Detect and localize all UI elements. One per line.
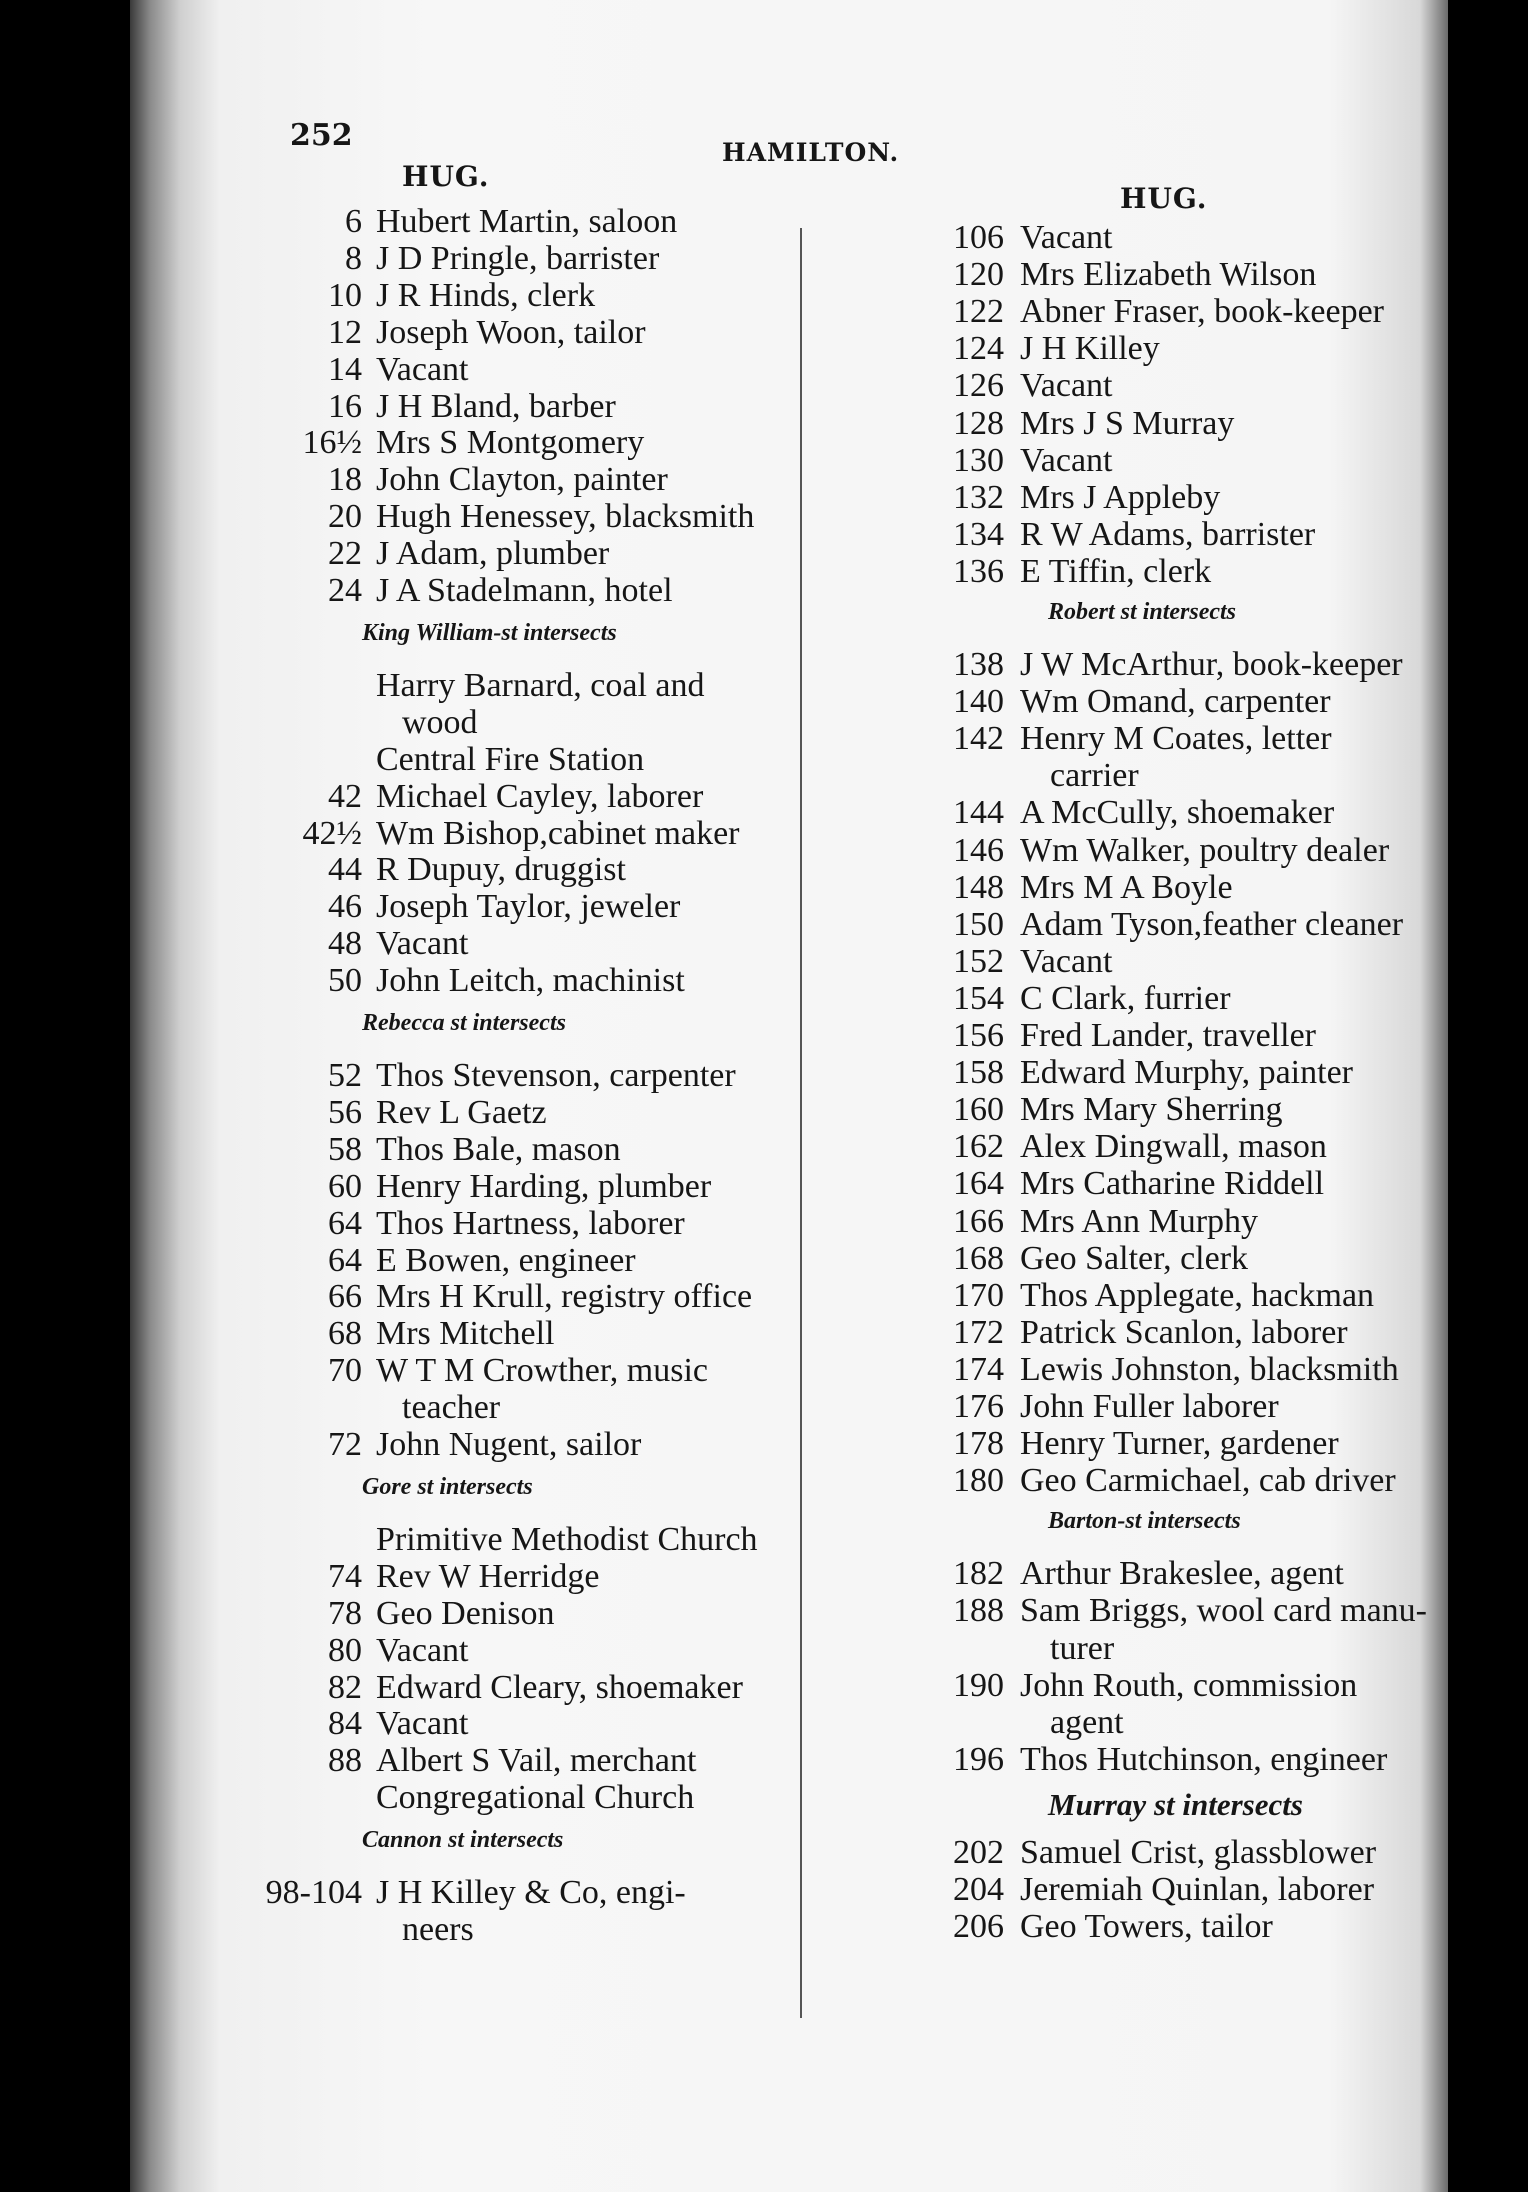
resident-text: J W McArthur, book-keeper <box>1020 646 1403 683</box>
house-number: 74 <box>328 1557 362 1595</box>
house-number: 78 <box>328 1594 362 1632</box>
house-number: 10 <box>328 276 362 314</box>
section-heading: Barton-st intersects <box>1048 1508 1241 1535</box>
resident-text: Samuel Crist, glassblower <box>1020 1833 1377 1871</box>
house-number: 146 <box>953 831 1004 869</box>
house-number: 144 <box>953 794 1004 832</box>
house-number: 60 <box>328 1167 362 1205</box>
resident-text: Wm Omand, carpenter <box>1020 683 1331 721</box>
resident-text: Rev W Herridge <box>376 1557 600 1595</box>
resident-text: Central Fire Station <box>376 740 645 778</box>
house-number: 136 <box>953 552 1004 590</box>
resident-text: Geo Carmichael, cab driver <box>1020 1462 1396 1500</box>
resident-text: E Bowen, engineer <box>376 1241 636 1279</box>
resident-text: Fred Lander, traveller <box>1020 1017 1316 1054</box>
house-number: 162 <box>953 1128 1004 1166</box>
resident-text: Mrs M A Boyle <box>1020 868 1233 906</box>
house-number: 98-104 <box>265 1874 362 1912</box>
resident-text: Thos Hartness, laborer <box>376 1204 685 1242</box>
resident-text: Edward Cleary, shoemaker <box>376 1668 743 1706</box>
resident-text: Mrs Mary Sherring <box>1020 1091 1283 1129</box>
resident-text: J A Stadelmann, hotel <box>376 572 673 609</box>
house-number: 142 <box>953 720 1004 758</box>
resident-text: Henry Turner, gardener <box>1020 1425 1339 1463</box>
house-number: 46 <box>328 888 362 926</box>
resident-text: Mrs Mitchell <box>376 1315 555 1353</box>
resident-text: John Nugent, sailor <box>376 1426 642 1463</box>
resident-text: R W Adams, barrister <box>1020 515 1316 553</box>
resident-text: Thos Hutchinson, engineer <box>1020 1740 1388 1778</box>
resident-text: Mrs Catharine Riddell <box>1020 1165 1325 1203</box>
resident-text: Mrs J S Murray <box>1020 404 1235 442</box>
resident-text: Geo Salter, clerk <box>1020 1239 1249 1277</box>
resident-text: Vacant <box>1020 441 1113 479</box>
house-number: 44 <box>328 851 362 889</box>
house-number: 170 <box>953 1276 1004 1314</box>
resident-text: J Adam, plumber <box>376 535 610 573</box>
resident-text: Geo Towers, tailor <box>1020 1908 1273 1946</box>
house-number: 14 <box>328 350 362 388</box>
house-number: 168 <box>953 1239 1004 1277</box>
house-number: 204 <box>953 1871 1004 1908</box>
house-number: 64 <box>328 1241 362 1279</box>
house-number: 190 <box>953 1666 1004 1704</box>
house-number: 196 <box>953 1740 1004 1778</box>
house-number: 156 <box>953 1017 1004 1054</box>
house-number: 160 <box>953 1091 1004 1129</box>
resident-text: carrier <box>1050 757 1139 795</box>
resident-text: Alex Dingwall, mason <box>1020 1128 1327 1166</box>
running-head: HAMILTON. <box>722 138 900 167</box>
section-heading: King William-st intersects <box>362 619 617 646</box>
resident-text: W T M Crowther, music <box>376 1352 709 1390</box>
section-heading: Rebecca st intersects <box>362 1010 566 1036</box>
house-number: 188 <box>953 1592 1004 1630</box>
resident-text: teacher <box>402 1389 501 1427</box>
house-number: 58 <box>328 1130 362 1168</box>
house-number: 174 <box>953 1350 1004 1388</box>
house-number: 152 <box>953 942 1004 980</box>
resident-text: John Leitch, machinist <box>376 962 685 1000</box>
resident-text: John Clayton, painter <box>376 461 668 499</box>
resident-text: Wm Bishop,cabinet maker <box>376 814 740 852</box>
resident-text: C Clark, furrier <box>1020 979 1231 1017</box>
resident-text: Hubert Martin, saloon <box>376 203 678 240</box>
resident-text: Thos Applegate, hackman <box>1020 1276 1375 1314</box>
section-heading: Murray st intersects <box>1048 1786 1303 1822</box>
facing-page-edge <box>1448 0 1528 2192</box>
resident-text: agent <box>1050 1703 1124 1741</box>
resident-text: Mrs S Montgomery <box>376 424 645 462</box>
resident-text: Mrs H Krull, registry office <box>376 1278 753 1316</box>
resident-text: Henry M Coates, letter <box>1020 720 1332 758</box>
house-number: 68 <box>328 1315 362 1353</box>
house-number: 124 <box>953 330 1004 368</box>
house-number: 126 <box>953 367 1004 405</box>
house-number: 48 <box>328 925 362 963</box>
resident-text: Congregational Church <box>376 1779 695 1817</box>
resident-text: Vacant <box>376 925 469 963</box>
resident-text: J H Killey <box>1020 330 1160 368</box>
column-divider <box>800 228 802 2018</box>
house-number: 130 <box>953 441 1004 479</box>
house-number: 84 <box>328 1705 362 1743</box>
resident-text: Vacant <box>376 1631 469 1669</box>
house-number: 180 <box>953 1462 1004 1500</box>
scanned-page <box>130 0 1448 2192</box>
house-number: 72 <box>328 1426 362 1463</box>
resident-text: Vacant <box>1020 942 1113 980</box>
resident-text: Vacant <box>376 350 469 388</box>
house-number: 172 <box>953 1313 1004 1351</box>
resident-text: Lewis Johnston, blacksmith <box>1020 1350 1399 1388</box>
house-number: 128 <box>953 404 1004 442</box>
house-number: 80 <box>328 1631 362 1669</box>
house-number: 20 <box>328 498 362 536</box>
house-number: 122 <box>953 293 1004 331</box>
resident-text: A McCully, shoemaker <box>1020 794 1335 832</box>
section-heading: Gore st intersects <box>362 1473 533 1500</box>
resident-text: Hugh Henessey, blacksmith <box>376 498 755 536</box>
house-number: 50 <box>328 962 362 1000</box>
house-number: 56 <box>328 1093 362 1131</box>
house-number: 150 <box>953 905 1004 943</box>
house-number: 24 <box>328 572 362 609</box>
house-number: 138 <box>953 646 1004 683</box>
house-number: 18 <box>328 461 362 499</box>
house-number: 134 <box>953 515 1004 553</box>
house-number: 148 <box>953 868 1004 906</box>
house-number: 42½ <box>302 814 362 852</box>
resident-text: Arthur Brakeslee, agent <box>1020 1555 1344 1593</box>
house-number: 70 <box>328 1352 362 1390</box>
house-number: 158 <box>953 1054 1004 1092</box>
resident-text: Patrick Scanlon, laborer <box>1020 1313 1348 1351</box>
house-number: 52 <box>328 1057 362 1094</box>
resident-text: J D Pringle, barrister <box>376 239 660 277</box>
house-number: 16½ <box>302 424 362 462</box>
resident-text: Thos Bale, mason <box>376 1130 621 1168</box>
resident-text: Mrs J Appleby <box>1020 478 1221 516</box>
resident-text: Michael Cayley, laborer <box>376 777 704 815</box>
resident-text: Mrs Elizabeth Wilson <box>1020 256 1317 294</box>
resident-text: E Tiffin, clerk <box>1020 552 1212 590</box>
resident-text: Joseph Woon, tailor <box>376 313 646 351</box>
resident-text: Sam Briggs, wool card manu- <box>1020 1592 1427 1630</box>
resident-text: Jeremiah Quinlan, laborer <box>1020 1871 1375 1908</box>
resident-text: Rev L Gaetz <box>376 1093 547 1131</box>
resident-text: Thos Stevenson, carpenter <box>376 1057 736 1094</box>
house-number: 6 <box>345 203 362 240</box>
house-number: 182 <box>953 1555 1004 1593</box>
resident-text: John Routh, commission <box>1020 1666 1358 1704</box>
resident-text: J R Hinds, clerk <box>376 276 596 314</box>
resident-text: Henry Harding, plumber <box>376 1167 712 1205</box>
house-number: 106 <box>953 219 1004 256</box>
house-number: 64 <box>328 1204 362 1242</box>
house-number: 16 <box>328 387 362 425</box>
resident-text: neers <box>402 1911 474 1948</box>
resident-text: John Fuller laborer <box>1020 1388 1279 1425</box>
house-number: 178 <box>953 1425 1004 1463</box>
resident-text: R Dupuy, druggist <box>376 851 626 889</box>
house-number: 22 <box>328 535 362 573</box>
house-number: 12 <box>328 313 362 351</box>
section-heading: Cannon st intersects <box>362 1827 564 1854</box>
house-number: 120 <box>953 256 1004 294</box>
resident-text: Primitive Methodist Church <box>376 1520 758 1558</box>
resident-text: Joseph Taylor, jeweler <box>376 888 681 926</box>
house-number: 154 <box>953 979 1004 1017</box>
resident-text: Wm Walker, poultry dealer <box>1020 831 1390 869</box>
resident-text: Vacant <box>1020 367 1113 405</box>
resident-text: Vacant <box>1020 219 1113 256</box>
resident-text: Geo Denison <box>376 1594 555 1632</box>
page-number: 252 <box>290 118 353 153</box>
house-number: 66 <box>328 1278 362 1316</box>
house-number: 202 <box>953 1833 1004 1871</box>
house-number: 82 <box>328 1668 362 1706</box>
resident-text: Harry Barnard, coal and <box>376 666 705 704</box>
house-number: 176 <box>953 1388 1004 1425</box>
house-number: 164 <box>953 1165 1004 1203</box>
house-number: 8 <box>345 239 362 277</box>
house-number: 140 <box>953 683 1004 721</box>
right-column-head: HUG. <box>1120 182 1208 215</box>
resident-text: Abner Fraser, book-keeper <box>1020 293 1384 331</box>
house-number: 88 <box>328 1742 362 1780</box>
section-heading: Robert st intersects <box>1048 599 1237 625</box>
resident-text: J H Killey & Co, engi- <box>376 1874 686 1912</box>
resident-text: Mrs Ann Murphy <box>1020 1202 1259 1240</box>
resident-text: J H Bland, barber <box>376 387 616 425</box>
house-number: 132 <box>953 478 1004 516</box>
resident-text: wood <box>402 703 478 741</box>
house-number: 42 <box>328 777 362 815</box>
resident-text: Adam Tyson,feather cleaner <box>1020 905 1404 943</box>
left-column-head: HUG. <box>402 160 490 193</box>
house-number: 166 <box>953 1202 1004 1240</box>
resident-text: Edward Murphy, painter <box>1020 1054 1353 1092</box>
house-number: 206 <box>953 1908 1004 1946</box>
resident-text: Albert S Vail, merchant <box>376 1742 697 1780</box>
resident-text: Vacant <box>376 1705 469 1743</box>
resident-text: turer <box>1050 1629 1115 1667</box>
